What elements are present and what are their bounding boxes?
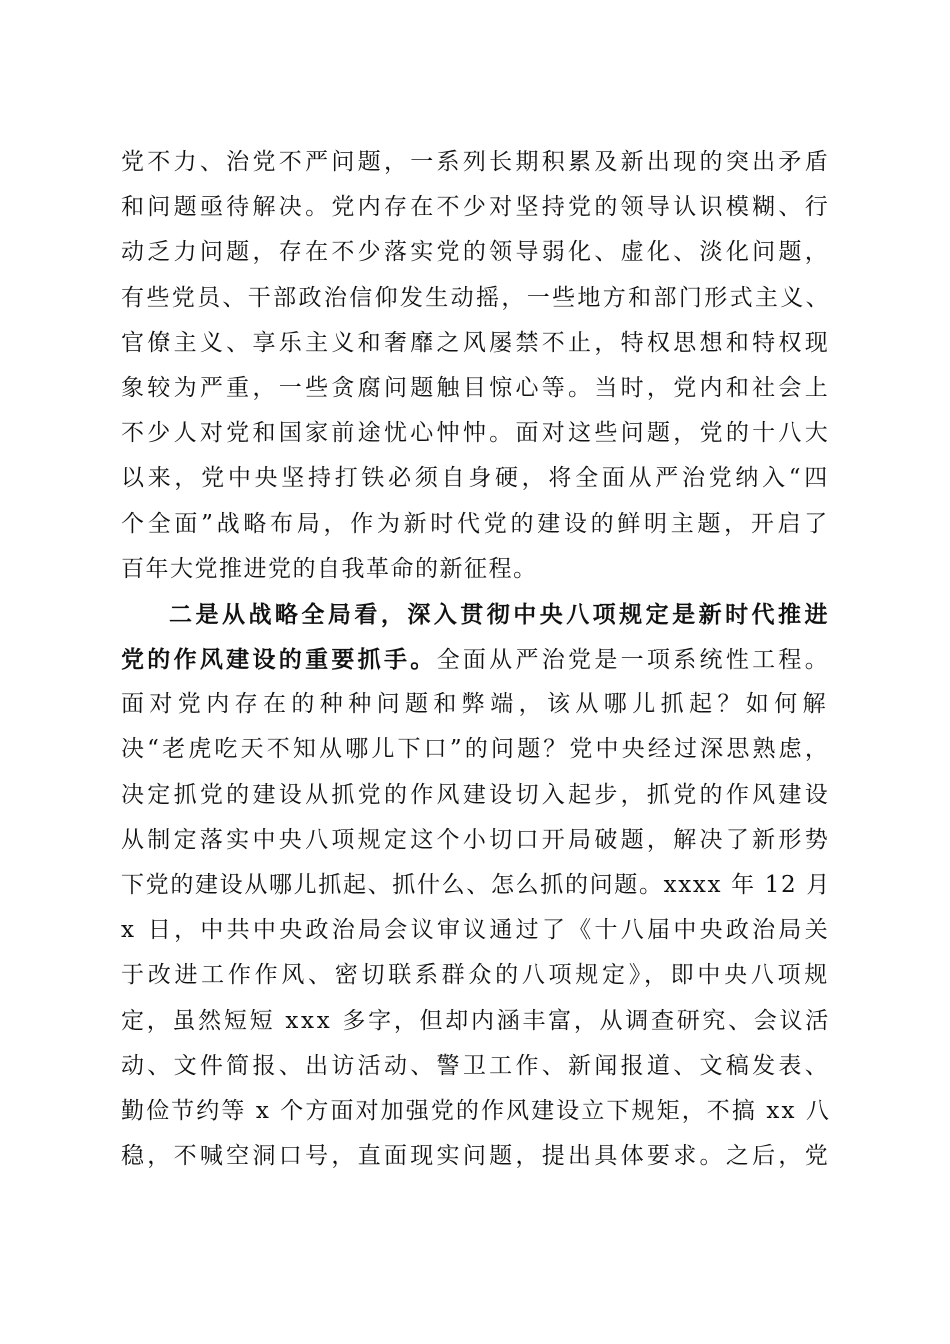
- text-line: [121, 727, 831, 772]
- line-text: 不少人对党和国家前途忧心忡忡。面对这些问题，党的十八大: [121, 420, 831, 447]
- line-text: 动、文件简报、出访活动、警卫工作、新闻报道、文稿发表、: [121, 1052, 831, 1079]
- text-line: [121, 908, 831, 953]
- text-line: [121, 953, 831, 998]
- line-text: 个全面”战略布局，作为新时代党的建设的鲜明主题，开启了: [121, 510, 831, 537]
- line-text: 于改进工作作风、密切联系群众的八项规定》，即中央八项规: [121, 962, 831, 989]
- text-line: [121, 818, 831, 863]
- text-line: [121, 185, 831, 230]
- line-text: 下党的建设从哪儿抓起、抓什么、怎么抓的问题。xxxx 年 12 月: [121, 872, 831, 898]
- text-line: [121, 456, 831, 501]
- line-text: 面对党内存在的种种问题和弊端，该从哪儿抓起？如何解: [121, 691, 831, 718]
- line-text: 动乏力问题，存在不少落实党的领导弱化、虚化、淡化问题，: [121, 239, 831, 266]
- line-text: 全面从严治党是一项系统性工程。: [436, 647, 831, 674]
- line-text: 百年大党推进党的自我革命的新征程。: [121, 555, 538, 582]
- text-line: [121, 230, 831, 275]
- text-line: [121, 547, 831, 592]
- line-text: 从制定落实中央八项规定这个小切口开局破题，解决了新形势: [121, 826, 831, 853]
- text-line: [121, 1134, 831, 1179]
- text-line: [121, 863, 831, 908]
- text-line: [121, 637, 831, 682]
- line-text: 勤俭节约等 x 个方面对加强党的作风建设立下规矩，不搞 xx 八: [121, 1097, 831, 1124]
- text-line: [121, 321, 831, 366]
- line-text: 以来，党中央坚持打铁必须自身硬，将全面从严治党纳入“四: [121, 465, 831, 492]
- text-line: [121, 276, 831, 321]
- line-text: 决“老虎吃天不知从哪儿下口”的问题？党中央经过深思熟虑，: [121, 736, 831, 763]
- text-line: [121, 682, 831, 727]
- text-line: [121, 366, 831, 411]
- document-body: [121, 140, 831, 1179]
- line-text-bold: 二是从战略全局看，深入贯彻中央八项规定是新时代推进: [169, 600, 831, 628]
- text-line: [121, 502, 831, 547]
- line-text: 和问题亟待解决。党内存在不少对坚持党的领导认识模糊、行: [121, 194, 831, 221]
- text-line: [121, 773, 831, 818]
- text-line: [121, 1089, 831, 1134]
- line-text: x 日，中共中央政治局会议审议通过了《十八届中央政治局关: [121, 917, 831, 944]
- line-text: 有些党员、干部政治信仰发生动摇，一些地方和部门形式主义、: [121, 284, 831, 311]
- text-line: [121, 1044, 831, 1089]
- line-text: 象较为严重，一些贪腐问题触目惊心等。当时，党内和社会上: [121, 374, 831, 401]
- text-line: [121, 592, 831, 637]
- text-line: [121, 999, 831, 1044]
- text-line: [121, 411, 831, 456]
- line-text: 决定抓党的建设从抓党的作风建设切入起步，抓党的作风建设: [121, 781, 831, 808]
- line-text: 稳，不喊空洞口号，直面现实问题，提出具体要求。之后，党: [121, 1143, 831, 1170]
- line-text: 党不力、治党不严问题，一系列长期积累及新出现的突出矛盾: [121, 149, 831, 175]
- text-line: [121, 140, 831, 185]
- line-text: 官僚主义、享乐主义和奢靡之风屡禁不止，特权思想和特权现: [121, 329, 831, 356]
- line-text-bold: 党的作风建设的重要抓手。: [121, 646, 437, 674]
- line-text: 定，虽然短短 xxx 多字，但却内涵丰富，从调查研究、会议活: [121, 1007, 831, 1034]
